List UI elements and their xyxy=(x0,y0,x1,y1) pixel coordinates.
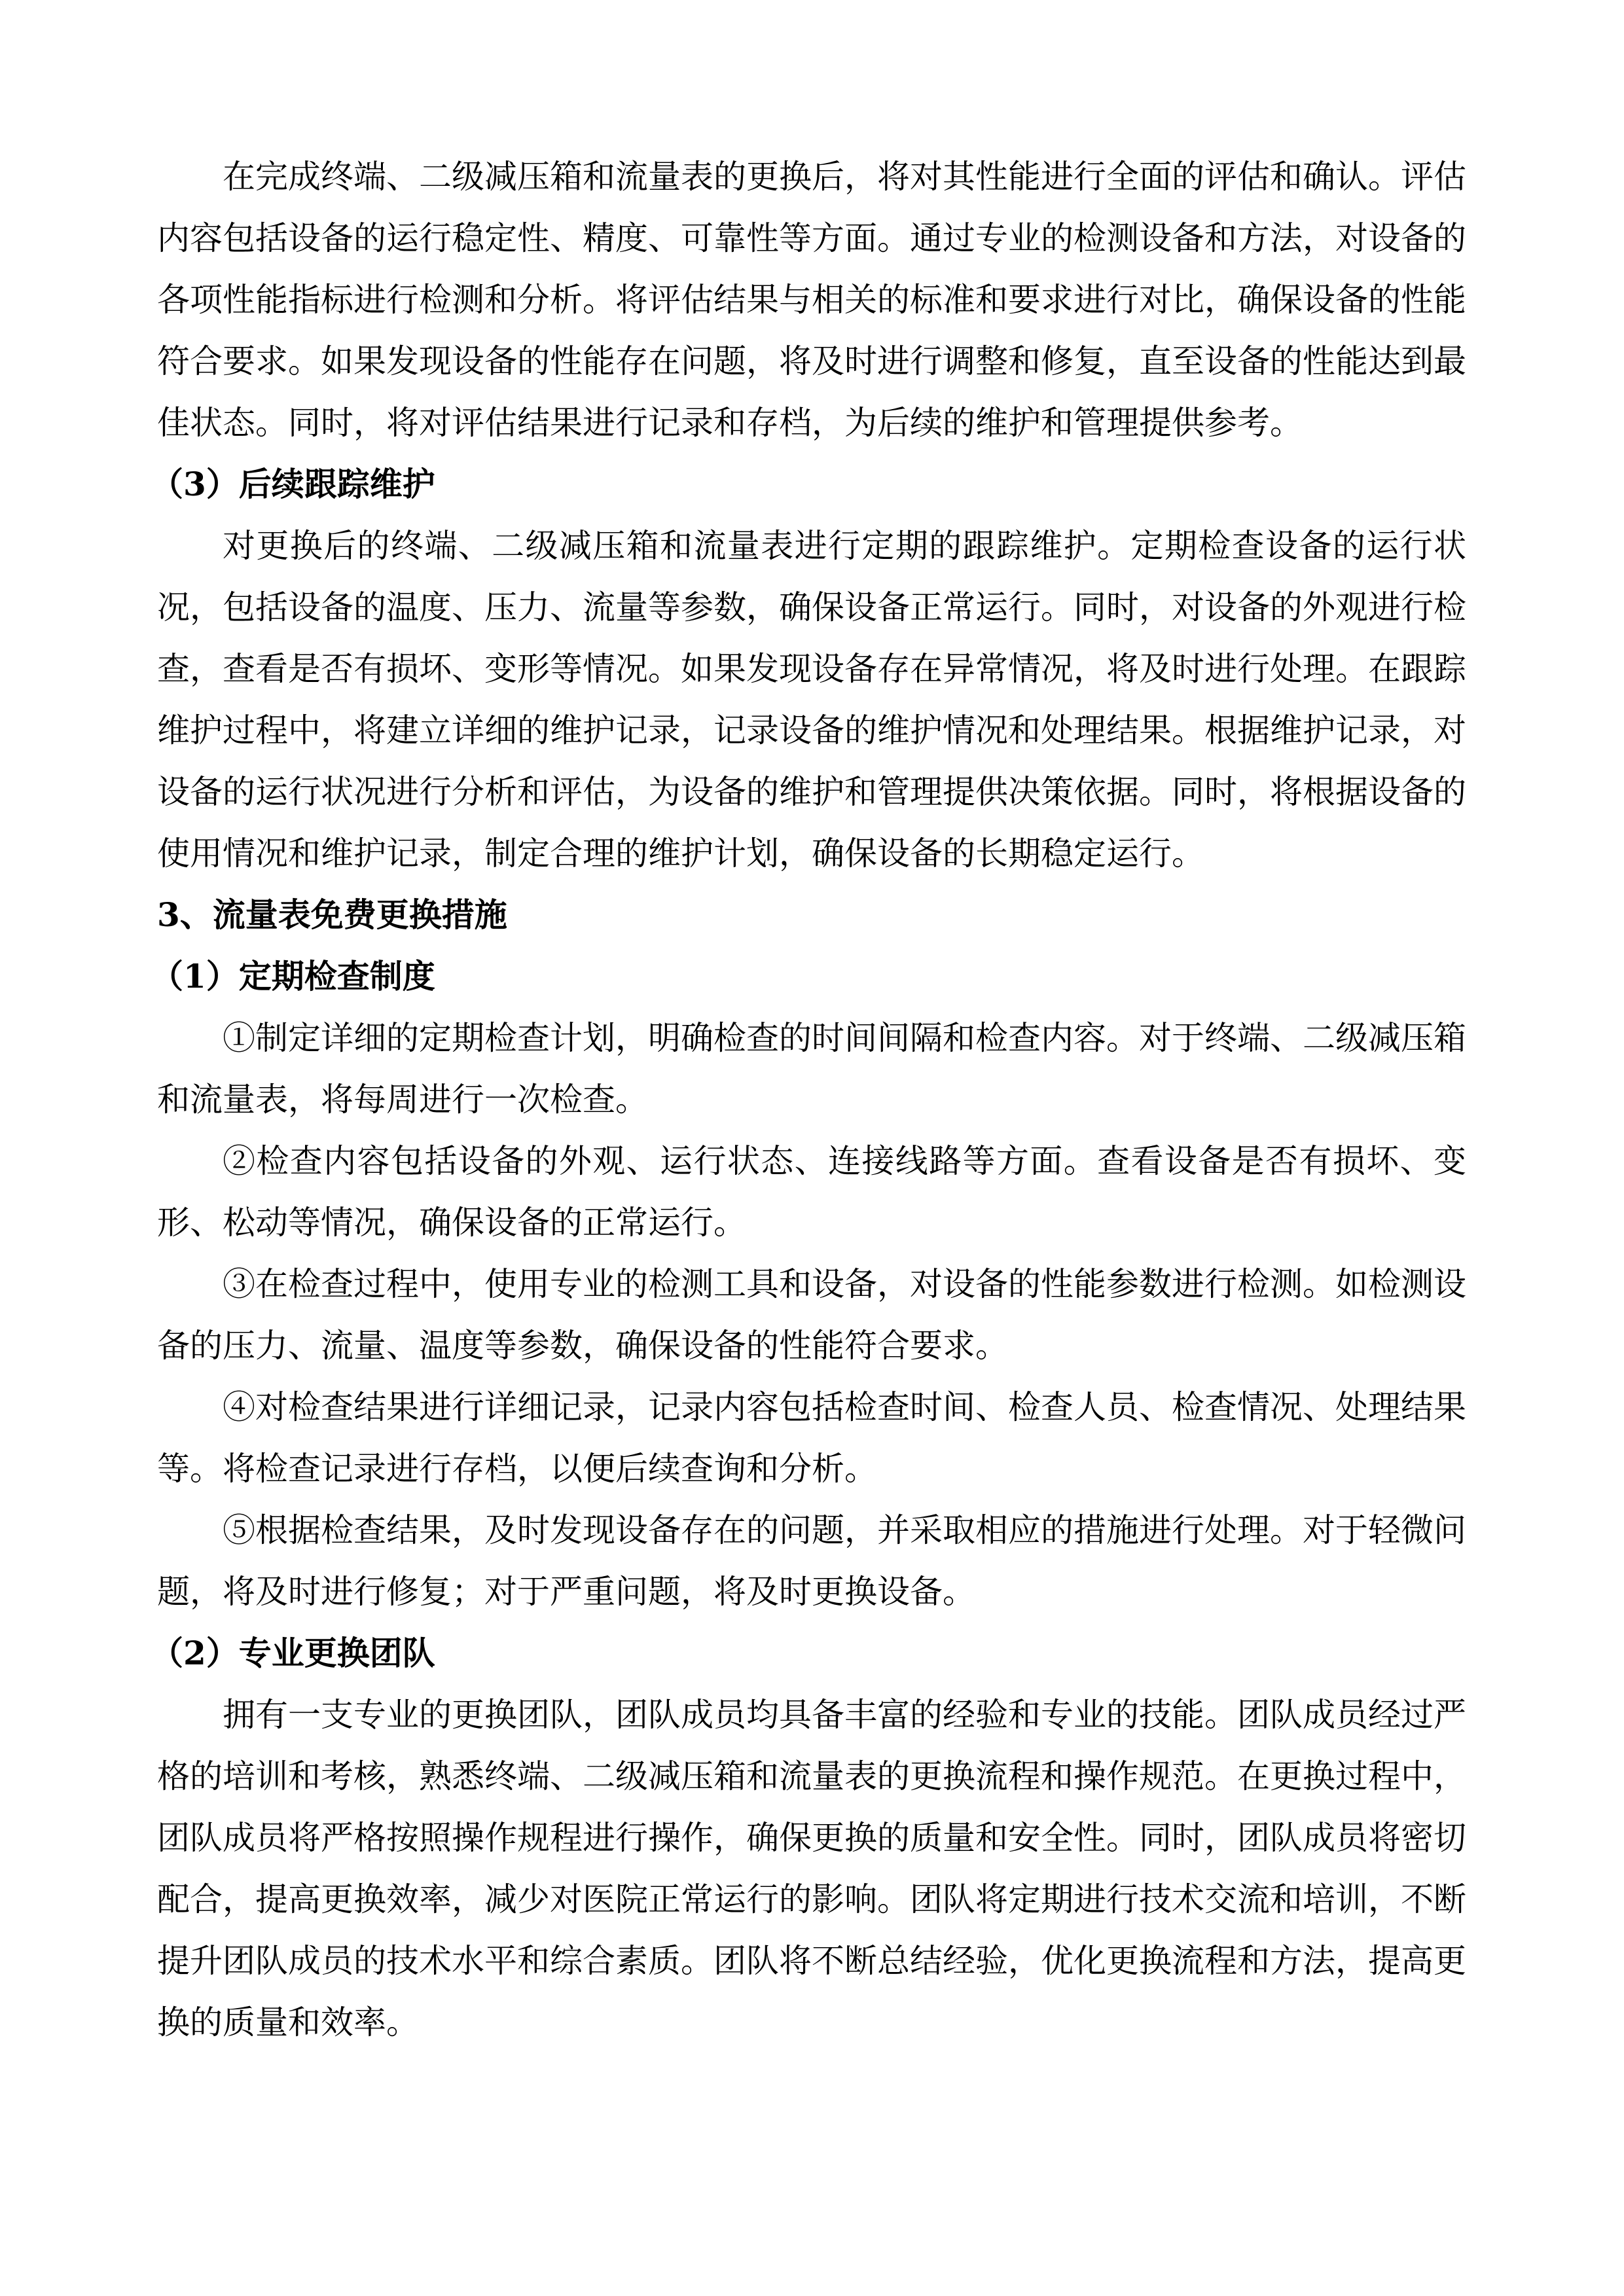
list-item-inspection-3: ③在检查过程中，使用专业的检测工具和设备，对设备的性能参数进行检测。如检测设备的压力、流量、温度等参数，确保设备的性能符合要求。 xyxy=(157,1265,1466,1365)
list-item-inspection-2: ②检查内容包括设备的外观、运行状态、连接线路等方面。查看设备是否有损坏、变形、松动等情况，确保设备的正常运行。 xyxy=(157,1142,1466,1242)
list-item-inspection-4: ④对检查结果进行详细记录，记录内容包括检查时间、检查人员、检查情况、处理结果等。将检查记录进行存档，以便后续查询和分析。 xyxy=(157,1388,1466,1488)
paragraph-follow-up-maintenance: 对更换后的终端、二级减压箱和流量表进行定期的跟踪维护。定期检查设备的运行状况，包括设备的温度、压力、流量等参数，确保设备正常运行。同时，对设备的外观进行检查，查看是否有损坏、变形等情况。如果发现设备存在异常情况，将及时进行处理。在跟踪维护过程中，将建立详细的维护记录，记录设备的维护情况和处理结果。根据维护记录，对设备的运行状况进行分析和评估，为设备的维护和管理提供决策依据。同时，将根据设备的使用情况和维护记录，制定合理的维护计划，确保设备的长期稳定运行。 xyxy=(157,527,1466,872)
list-item-inspection-5: ⑤根据检查结果，及时发现设备存在的问题，并采取相应的措施进行处理。对于轻微问题，将及时进行修复；对于严重问题，将及时更换设备。 xyxy=(157,1511,1466,1611)
list-item-inspection-1: ①制定详细的定期检查计划，明确检查的时间间隔和检查内容。对于终端、二级减压箱和流量表，将每周进行一次检查。 xyxy=(157,1019,1466,1119)
subheading-follow-up-maintenance: （3）后续跟踪维护 xyxy=(151,465,435,503)
paragraph-performance-evaluation: 在完成终端、二级减压箱和流量表的更换后，将对其性能进行全面的评估和确认。评估内容包括设备的运行稳定性、精度、可靠性等方面。通过专业的检测设备和方法，对设备的各项性能指标进行检测和分析。将评估结果与相关的标准和要求进行对比，确保设备的性能符合要求。如果发现设备的性能存在问题，将及时进行调整和修复，直至设备的性能达到最佳状态。同时，将对评估结果进行记录和存档，为后续的维护和管理提供参考。 xyxy=(157,158,1466,442)
subheading-regular-inspection: （1）定期检查制度 xyxy=(151,957,435,996)
section-heading-free-replacement: 3、流量表免费更换措施 xyxy=(157,895,507,934)
paragraph-professional-team: 拥有一支专业的更换团队，团队成员均具备丰富的经验和专业的技能。团队成员经过严格的培训和考核，熟悉终端、二级减压箱和流量表的更换流程和操作规范。在更换过程中，团队成员将严格按照操作规程进行操作，确保更换的质量和安全性。同时，团队成员将密切配合，提高更换效率，减少对医院正常运行的影响。团队将定期进行技术交流和培训，不断提升团队成员的技术水平和综合素质。团队将不断总结经验，优化更换流程和方法，提高更换的质量和效率。 xyxy=(157,1696,1466,2041)
subheading-professional-team: （2）专业更换团队 xyxy=(151,1634,435,1672)
document-page xyxy=(151,146,1466,2053)
